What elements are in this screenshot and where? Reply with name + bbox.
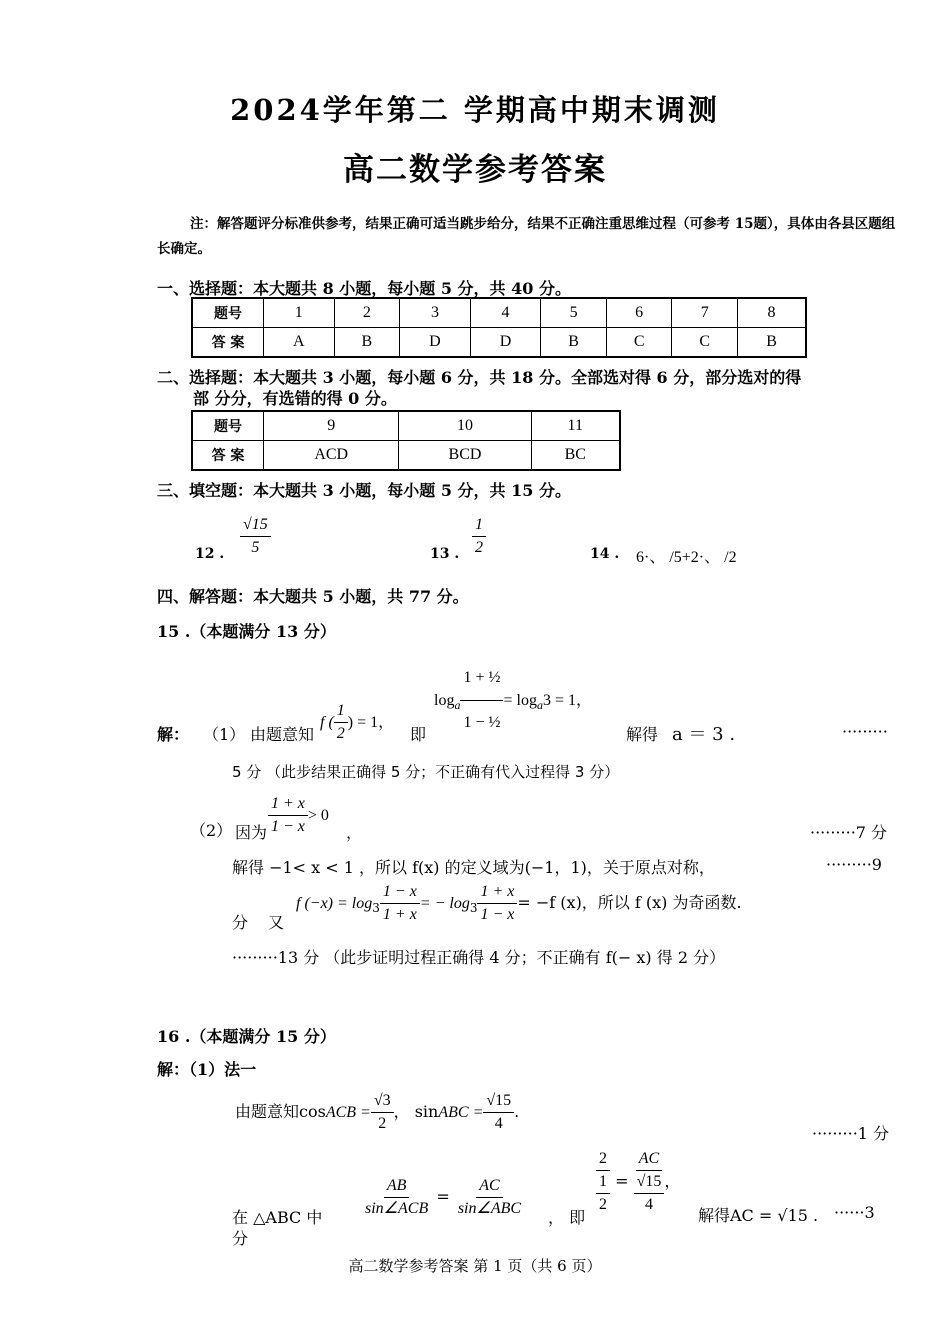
- math-text: > 0: [307, 807, 329, 824]
- fraction-denominator: sin∠ACB: [365, 1200, 429, 1217]
- fraction-denominator: 1 − ½: [463, 714, 501, 731]
- q12-label: 12 .: [195, 546, 225, 562]
- fraction-denominator: 1 + x: [382, 906, 417, 923]
- q16-fen: 分: [232, 1229, 249, 1248]
- table-cell: 1: [264, 298, 335, 328]
- grading-note: 注：解答题评分标准供参考，结果正确可适当跳步给分，结果不正确注重思维过程（可参考 15题），具体由各县区题组长确定。: [157, 216, 896, 257]
- math-subscript: 3: [469, 901, 478, 916]
- q15-comma: ，: [346, 823, 363, 842]
- section3-heading: 三、填空题：本大题共 3 小题，每小题 5 分，共 15 分。: [157, 481, 571, 500]
- table-cell: ACD: [264, 441, 399, 471]
- section2-heading-cont: 部 分分，有选错的得 0 分。: [193, 389, 397, 408]
- q12-denominator: 5: [251, 539, 260, 556]
- q15-dots: ·········: [842, 722, 888, 741]
- q14-label: 14 .: [590, 546, 620, 562]
- table-cell: 题号: [192, 298, 264, 328]
- table-row: [192, 328, 806, 358]
- math-text: ACB =: [325, 1104, 371, 1121]
- q15-score3: ·········9: [826, 855, 882, 874]
- q16-score1: ·········1 分: [812, 1124, 890, 1143]
- table-cell: 8: [738, 298, 806, 328]
- math-text: = − log: [419, 895, 470, 912]
- q15-inequality: [268, 793, 329, 838]
- fraction-numerator: 1 + x: [477, 881, 517, 904]
- q13-denominator: 2: [475, 539, 483, 556]
- table-cell: BC: [531, 441, 620, 471]
- table-cell: B: [334, 328, 400, 358]
- fraction-denominator: sin∠ABC: [457, 1200, 522, 1217]
- fraction-denominator: 4: [494, 1115, 503, 1132]
- math-text: ) = 1，: [347, 714, 395, 731]
- page-footer: 高二数学参考答案 第 1 页（共 6 页）: [348, 1257, 602, 1275]
- q15-f-half: [320, 700, 394, 745]
- table-cell: 答 案: [192, 328, 264, 358]
- table-cell: 7: [672, 298, 738, 328]
- section2-heading: 二、选择题：本大题共 3 小题，每小题 6 分，共 18 分。全部选对得 6 分，部分选对的得: [157, 368, 802, 387]
- q16-ji: ， 即: [548, 1208, 586, 1227]
- q15-solve-label: 解得: [626, 725, 659, 744]
- table-cell: 11: [531, 411, 620, 441]
- table-cell: 6: [606, 298, 672, 328]
- table-row: [192, 411, 620, 441]
- q16-line2-label: 在 △ABC 中: [232, 1208, 323, 1227]
- q15-fen: 分: [232, 913, 249, 932]
- section1-answer-table: [191, 297, 807, 358]
- fraction-numerator: AC: [636, 1148, 662, 1171]
- table-cell: B: [541, 328, 607, 358]
- q15-part2-text: 因为: [235, 823, 268, 842]
- fraction-denominator: 2: [599, 1196, 607, 1213]
- q16-ratio: 2 1 2 = AC √15 4 ，: [596, 1148, 680, 1216]
- math-subscript: a: [536, 698, 543, 713]
- q15-you: 又: [268, 913, 285, 932]
- fraction-numerator: AB: [384, 1175, 410, 1198]
- table-cell: 9: [264, 411, 399, 441]
- table-row: [192, 298, 806, 328]
- table-cell: C: [606, 328, 672, 358]
- fraction-numerator: 2: [596, 1148, 610, 1171]
- page-title: 2024学年第二 学期高中期末调测: [230, 93, 720, 127]
- math-text: 3 = 1，: [542, 692, 592, 709]
- q15-a-value: a ＝ 3 .: [672, 724, 736, 745]
- math-text: ， sin: [393, 1102, 439, 1121]
- fraction-denominator: 1 − x: [271, 818, 305, 835]
- section1-heading: 一、选择题：本大题共 8 小题，每小题 5 分，共 40 分。: [157, 279, 571, 298]
- table-cell: 4: [470, 298, 541, 328]
- table-cell: 3: [400, 298, 471, 328]
- math-text: = log: [503, 692, 537, 709]
- q13-label: 13 .: [430, 546, 460, 562]
- fraction-numerator: 1: [334, 700, 348, 723]
- table-cell: 2: [334, 298, 400, 328]
- q14-answer: 6·、 /5+2·、 /2: [636, 549, 737, 566]
- table-cell: A: [264, 328, 335, 358]
- math-text: f (: [320, 714, 334, 731]
- table-row: [192, 441, 620, 471]
- table-cell: 5: [541, 298, 607, 328]
- math-text: = −f (x)，所以 f (x) 为奇函数.: [517, 893, 742, 912]
- math-subscript: 3: [372, 901, 380, 916]
- math-subscript: a: [454, 698, 461, 713]
- q16-sine-law: $\frac{AB}{\text{sin∠ACB}}$ = $\frac{AC}{\text{sin∠ABC}}$: [362, 1175, 524, 1220]
- q15-title: 15 .（本题满分 13 分）: [157, 622, 336, 641]
- fraction-denominator: 2: [336, 725, 345, 742]
- q16-line1: [235, 1090, 519, 1135]
- math-text: f (−x) = log: [296, 895, 373, 912]
- q15-score4: ·········13 分 （此步证明过程正确得 4 分；不正确有 f(− x) 得 2 分）: [232, 948, 726, 967]
- fraction-numerator: 1 + ½: [460, 656, 503, 701]
- q15-part1-text: 由题意知: [250, 725, 315, 744]
- fraction-numerator: 1 − x: [380, 881, 420, 904]
- q13-answer: [472, 514, 486, 559]
- fraction-denominator: 4: [644, 1196, 653, 1213]
- q15-part1-label: （1）: [203, 725, 246, 744]
- table-cell: D: [470, 328, 541, 358]
- math-text: 由题意知cos: [235, 1102, 326, 1121]
- fraction-middle: 1: [596, 1171, 610, 1194]
- table-cell: 10: [399, 411, 531, 441]
- fraction-denominator: 2: [378, 1115, 387, 1132]
- table-cell: 答 案: [192, 441, 264, 471]
- math-text: ，: [664, 1171, 681, 1191]
- q15-score2: ·········7 分: [810, 823, 888, 842]
- q12-answer: [240, 514, 271, 559]
- q15-ji: 即: [410, 725, 427, 744]
- q15-solution-label: 解：: [157, 725, 190, 744]
- q13-numerator: 1: [472, 514, 486, 537]
- fraction-middle: √15: [634, 1171, 665, 1194]
- fraction-numerator: AC: [476, 1175, 502, 1198]
- math-text: log: [434, 692, 455, 709]
- fraction-denominator: 1 − x: [480, 906, 515, 923]
- q16-score2: ······3: [834, 1203, 875, 1222]
- q15-score1: 5 分 （此步结果正确得 5 分；不正确有代入过程得 3 分）: [232, 763, 620, 781]
- fraction-numerator: √3: [371, 1090, 394, 1113]
- math-text: ABC =: [438, 1104, 484, 1121]
- table-cell: B: [738, 328, 806, 358]
- table-cell: C: [672, 328, 738, 358]
- q12-numerator: √15: [240, 514, 271, 537]
- q15-part2-label: （2）: [190, 821, 233, 840]
- q16-solution-label: 解：（1）法一: [157, 1060, 257, 1079]
- q15-domain-line: 解得 −1< x < 1 ，所以 f(x) 的定义域为(−1，1)，关于原点对称，: [232, 858, 715, 877]
- section4-heading: 四、解答题：本大题共 5 小题，共 77 分。: [157, 587, 469, 606]
- section2-answer-table: [191, 410, 621, 471]
- fraction-numerator: √15: [483, 1090, 514, 1113]
- q16-title: 16 .（本题满分 15 分）: [157, 1027, 336, 1046]
- q16-result: 解得AC = √15 .: [698, 1206, 819, 1225]
- table-cell: BCD: [399, 441, 531, 471]
- q15-log-equation: [434, 656, 592, 745]
- table-cell: D: [400, 328, 471, 358]
- fraction-numerator: 1 + x: [268, 793, 308, 816]
- page-subtitle: 高二数学参考答案: [343, 152, 607, 188]
- q15-odd-function-eq: [296, 881, 742, 926]
- table-cell: 题号: [192, 411, 264, 441]
- math-text: .: [514, 1102, 520, 1121]
